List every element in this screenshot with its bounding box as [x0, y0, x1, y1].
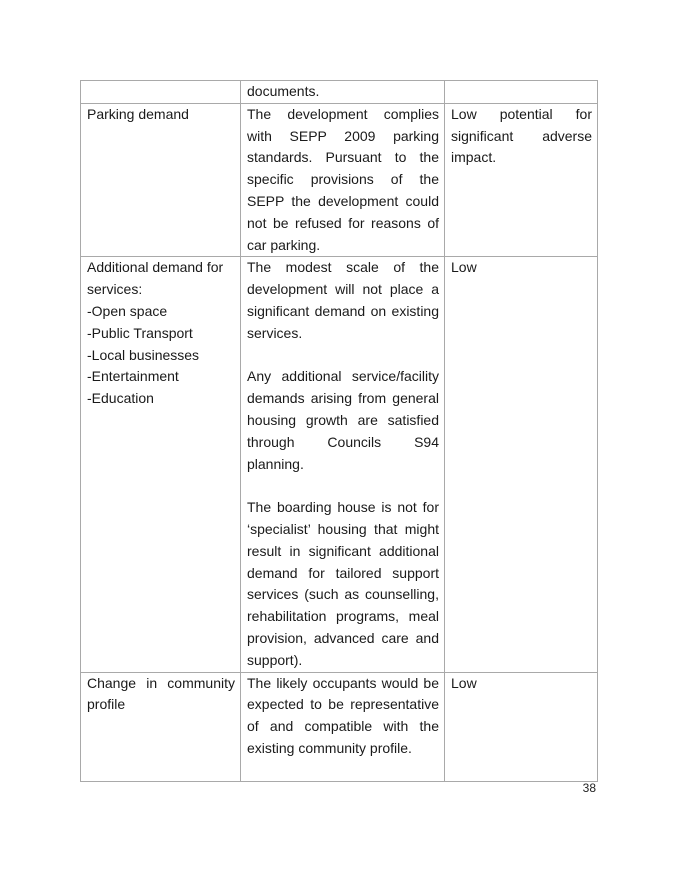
impact-value: Low potential for significant adverse impact. [451, 105, 592, 166]
table-row [81, 103, 598, 257]
page-number: 38 [582, 781, 596, 795]
factor-cell [81, 257, 241, 672]
table-row [81, 672, 598, 781]
factor-sub-item: -Public Transport [87, 324, 193, 341]
assessment-cell [241, 103, 445, 257]
factor-sub-item: -Entertainment [87, 368, 179, 385]
impact-cell [445, 257, 598, 672]
assessment-cell [241, 81, 445, 104]
assessment-paragraph: Any additional service/facility demands arising from general housing growth are satisfied through Councils S94 planning. [247, 368, 439, 472]
table-row [81, 257, 598, 672]
factor-label: Change in community profile [87, 674, 235, 713]
table-row [81, 81, 598, 104]
assessment-paragraph: The modest scale of the development will not place a significant demand on existing services. [247, 259, 439, 341]
impact-cell [445, 81, 598, 104]
factor-cell [81, 103, 241, 257]
assessment-paragraph: The boarding house is not for ‘specialist’ housing that might result in significant additional demand for tailored support services (such as counselling, rehabilitation programs, meal provision, advanced care and support). [247, 499, 439, 668]
factor-cell [81, 672, 241, 781]
assessment-cell [241, 257, 445, 672]
assessment-cell [241, 672, 445, 781]
factor-cell [81, 81, 241, 104]
assessment-paragraph: documents. [247, 83, 320, 99]
impact-value: Low [451, 674, 477, 691]
impact-cell [445, 672, 598, 781]
factor-sub-item: -Local businesses [87, 346, 200, 363]
factor-label: Additional demand for services: [87, 259, 224, 298]
factor-sub-item: -Open space [87, 302, 168, 319]
impact-assessment-table [80, 80, 598, 782]
assessment-paragraph: The development complies with SEPP 2009 parking standards. Pursuant to the specific provisions of the SEPP the development could not be refused for reasons of car parking. [247, 105, 439, 253]
impact-cell [445, 103, 598, 257]
assessment-paragraph: The likely occupants would be expected to be representative of and compatible with the existing community profile. [247, 674, 439, 756]
factor-label: Parking demand [87, 105, 189, 122]
impact-value: Low [451, 259, 477, 276]
factor-sub-item: -Education [87, 390, 154, 407]
